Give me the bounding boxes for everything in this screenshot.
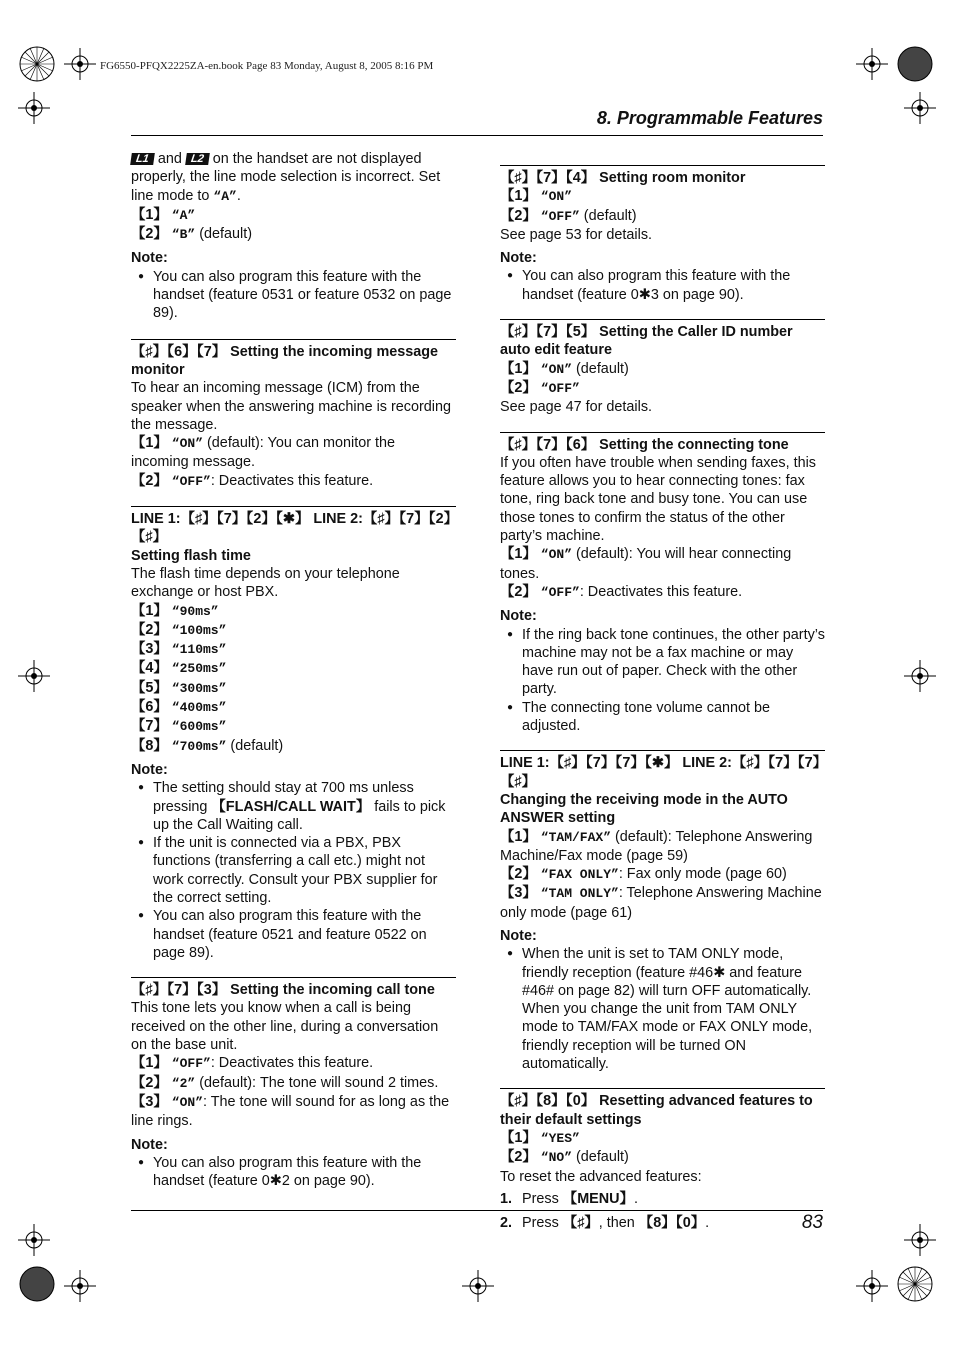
crosshair-mark-icon <box>462 1270 494 1302</box>
list-item: 2. Press 【♯】, then 【8】【0】. <box>500 1215 710 1232</box>
receiving-mode-section <box>500 750 825 1073</box>
section-title: 【♯】【7】【4】 Setting room monitor <box>500 170 746 186</box>
option-item: 【1】 “ON” (default): You will hear connecting tones. <box>500 546 792 582</box>
note-label: Note: <box>500 927 537 944</box>
room-monitor-section <box>500 165 825 304</box>
section-desc: This tone lets you know when a call is being received on the other line, during a conversation on the base unit. <box>131 1000 439 1054</box>
book-info: FG6550-PFQX2225ZA-en.book Page 83 Monday, August 8, 2005 8:16 PM <box>100 60 434 72</box>
section-title: LINE 1:【♯】【7】【7】【✱】 LINE 2:【♯】【7】【7】【♯】 <box>500 755 820 790</box>
note-label: Note: <box>500 250 537 267</box>
section-desc: If you often have trouble when sending faxes, this feature allows you to hear connecting tones: fax tone, ring back tone and busy tone. You can use those tones to confirm the status of the other party’s machine. <box>500 454 816 545</box>
list-item: ● The connecting tone volume cannot be adjusted. <box>500 699 825 736</box>
list-item: ● You can also program this feature with the handset (feature 0531 or feature 0532 on page 89). <box>131 268 456 323</box>
section-title: 【♯】【8】【0】 Resetting advanced features to their default settings <box>500 1093 813 1128</box>
note-list <box>500 267 825 304</box>
option-item: 【2】 “OFF”: Deactivates this feature. <box>500 583 743 600</box>
option-item: 【2】 “OFF”: Deactivates this feature. <box>131 472 374 489</box>
section-subtitle: Changing the receiving mode in the AUTO ANSWER setting <box>500 791 788 827</box>
option-item: 【1】 “YES” <box>500 1129 580 1146</box>
list-item: 1. Press 【MENU】. <box>500 1190 638 1207</box>
list-item: ● When the unit is set to TAM ONLY mode, friendly reception (feature #46✱ and feature #46# on page 82) will turn OFF automatically. When you change the unit from TAM ONLY mode to TAM/FAX mode or FAX ONLY mode, friendly reception will be turned ON automatically. <box>500 945 825 1073</box>
l1-icon: L1 <box>130 153 155 165</box>
crosshair-mark-icon <box>18 92 50 124</box>
crosshair-mark-icon <box>904 1224 936 1256</box>
option-item: 【3】 “110ms” <box>131 641 227 658</box>
note-list <box>500 945 825 1073</box>
option-item: 【8】 “700ms” (default) <box>131 737 284 754</box>
page-number: 83 <box>801 1212 823 1233</box>
list-item: ● You can also program this feature with the handset (feature 0✱2 on page 90). <box>131 1154 456 1191</box>
section-title: 【♯】【7】【3】 Setting the incoming call tone <box>131 982 435 999</box>
option-item: 【1】 “TAM/FAX” (default): Telephone Answering Machine/Fax mode (page 59) <box>500 828 813 864</box>
crosshair-mark-icon <box>856 1270 888 1302</box>
crosshair-mark-icon <box>64 1270 96 1302</box>
option-item: 【1】 “90ms” <box>131 602 219 619</box>
crosshair-mark-icon <box>18 660 50 692</box>
crosshair-mark-icon <box>904 92 936 124</box>
crosshair-mark-icon <box>856 48 888 80</box>
option-item: 【2】 “NO” (default) <box>500 1149 629 1166</box>
section-title: 【♯】【7】【6】 Setting the connecting tone <box>500 436 789 453</box>
note-list <box>131 779 456 962</box>
icm-section <box>131 339 456 491</box>
section-title: LINE 1:【♯】【7】【2】【✱】 LINE 2:【♯】【7】【2】【♯】 <box>131 511 451 546</box>
option-item: 【2】 “B” (default) <box>131 226 252 243</box>
line-mode-section <box>131 150 456 323</box>
left-column <box>131 150 456 1190</box>
flash-section <box>131 506 456 962</box>
option-item: 【5】 “300ms” <box>131 679 227 696</box>
connecting-tone-section <box>500 432 825 736</box>
registration-mark-icon <box>18 45 56 83</box>
option-item: 【4】 “250ms” <box>131 660 227 677</box>
list-item: ● You can also program this feature with the handset (feature 0521 and feature 0522 on page 89). <box>131 907 456 962</box>
registration-mark-icon <box>896 1265 934 1303</box>
option-item: 【7】 “600ms” <box>131 718 227 735</box>
footer-rule <box>131 1210 823 1211</box>
section-subtitle: Setting flash time <box>131 547 251 564</box>
crosshair-mark-icon <box>64 48 96 80</box>
list-item: ● If the unit is connected via a PBX, PBX functions (transferring a call etc.) might not work correctly. Consult your PBX supplier for the correct setting. <box>131 834 456 907</box>
crosshair-mark-icon <box>904 660 936 692</box>
crosshair-mark-icon <box>18 1224 50 1256</box>
call-tone-section <box>131 977 456 1190</box>
see-page: See page 53 for details. <box>500 226 653 243</box>
section-title: 【♯】【6】【7】 Setting the incoming message monitor <box>131 343 439 378</box>
option-item: 【2】 “100ms” <box>131 621 227 638</box>
chapter-title: 8. Programmable Features <box>596 108 823 128</box>
intro-text: L1 and L2 on the handset are not displayed properly, the line mode selection is incorrect. Set line mode to “A”. <box>131 151 441 204</box>
option-item: 【1】 “OFF”: Deactivates this feature. <box>131 1055 374 1072</box>
list-item: ● The setting should stay at 700 ms unless pressing 【FLASH/CALL WAIT】 fails to pick up the Call Waiting call. <box>131 779 456 834</box>
option-item: 【6】 “400ms” <box>131 699 227 716</box>
registration-mark-icon <box>896 45 934 83</box>
section-desc: To hear an incoming message (ICM) from the speaker when the answering machine is recording the message. <box>131 380 451 433</box>
note-list <box>131 268 456 323</box>
caller-id-section <box>500 319 825 416</box>
section-title: 【♯】【7】【5】 Setting the Caller ID number auto edit feature <box>500 324 793 359</box>
see-page: See page 47 for details. <box>500 399 653 416</box>
header-rule <box>131 135 823 136</box>
option-item: 【1】 “ON” (default): You can monitor the incoming message. <box>131 435 396 471</box>
option-item: 【2】 “2” (default): The tone will sound 2 times. <box>131 1074 439 1091</box>
section-desc: The flash time depends on your telephone exchange or host PBX. <box>131 565 400 601</box>
list-item: ● If the ring back tone continues, the other party’s machine may not be a fax machine or may have run out of paper. Check with the other party. <box>500 626 825 699</box>
option-item: 【2】 “FAX ONLY”: Fax only mode (page 60) <box>500 866 787 883</box>
section-desc: To reset the advanced features: <box>500 1168 702 1185</box>
option-item: 【2】 “OFF” (default) <box>500 207 637 224</box>
option-item: 【3】 “ON”: The tone will sound for as long as the line rings. <box>131 1093 450 1130</box>
note-label: Note: <box>131 761 168 778</box>
option-item: 【3】 “TAM ONLY”: Telephone Answering Machine only mode (page 61) <box>500 885 822 921</box>
note-list <box>131 1154 456 1191</box>
option-item: 【1】 “ON” <box>500 188 573 205</box>
option-item: 【1】 “A” <box>131 206 196 223</box>
note-label: Note: <box>131 250 168 267</box>
note-label: Note: <box>131 1136 168 1153</box>
right-column <box>500 150 825 1238</box>
option-item: 【1】 “ON” (default) <box>500 360 629 377</box>
list-item: ● You can also program this feature with the handset (feature 0✱3 on page 90). <box>500 267 825 304</box>
l2-icon: L2 <box>185 153 210 165</box>
note-label: Note: <box>500 608 537 625</box>
registration-mark-icon <box>18 1265 56 1303</box>
note-list <box>500 626 825 736</box>
option-item: 【2】 “OFF” <box>500 379 580 396</box>
